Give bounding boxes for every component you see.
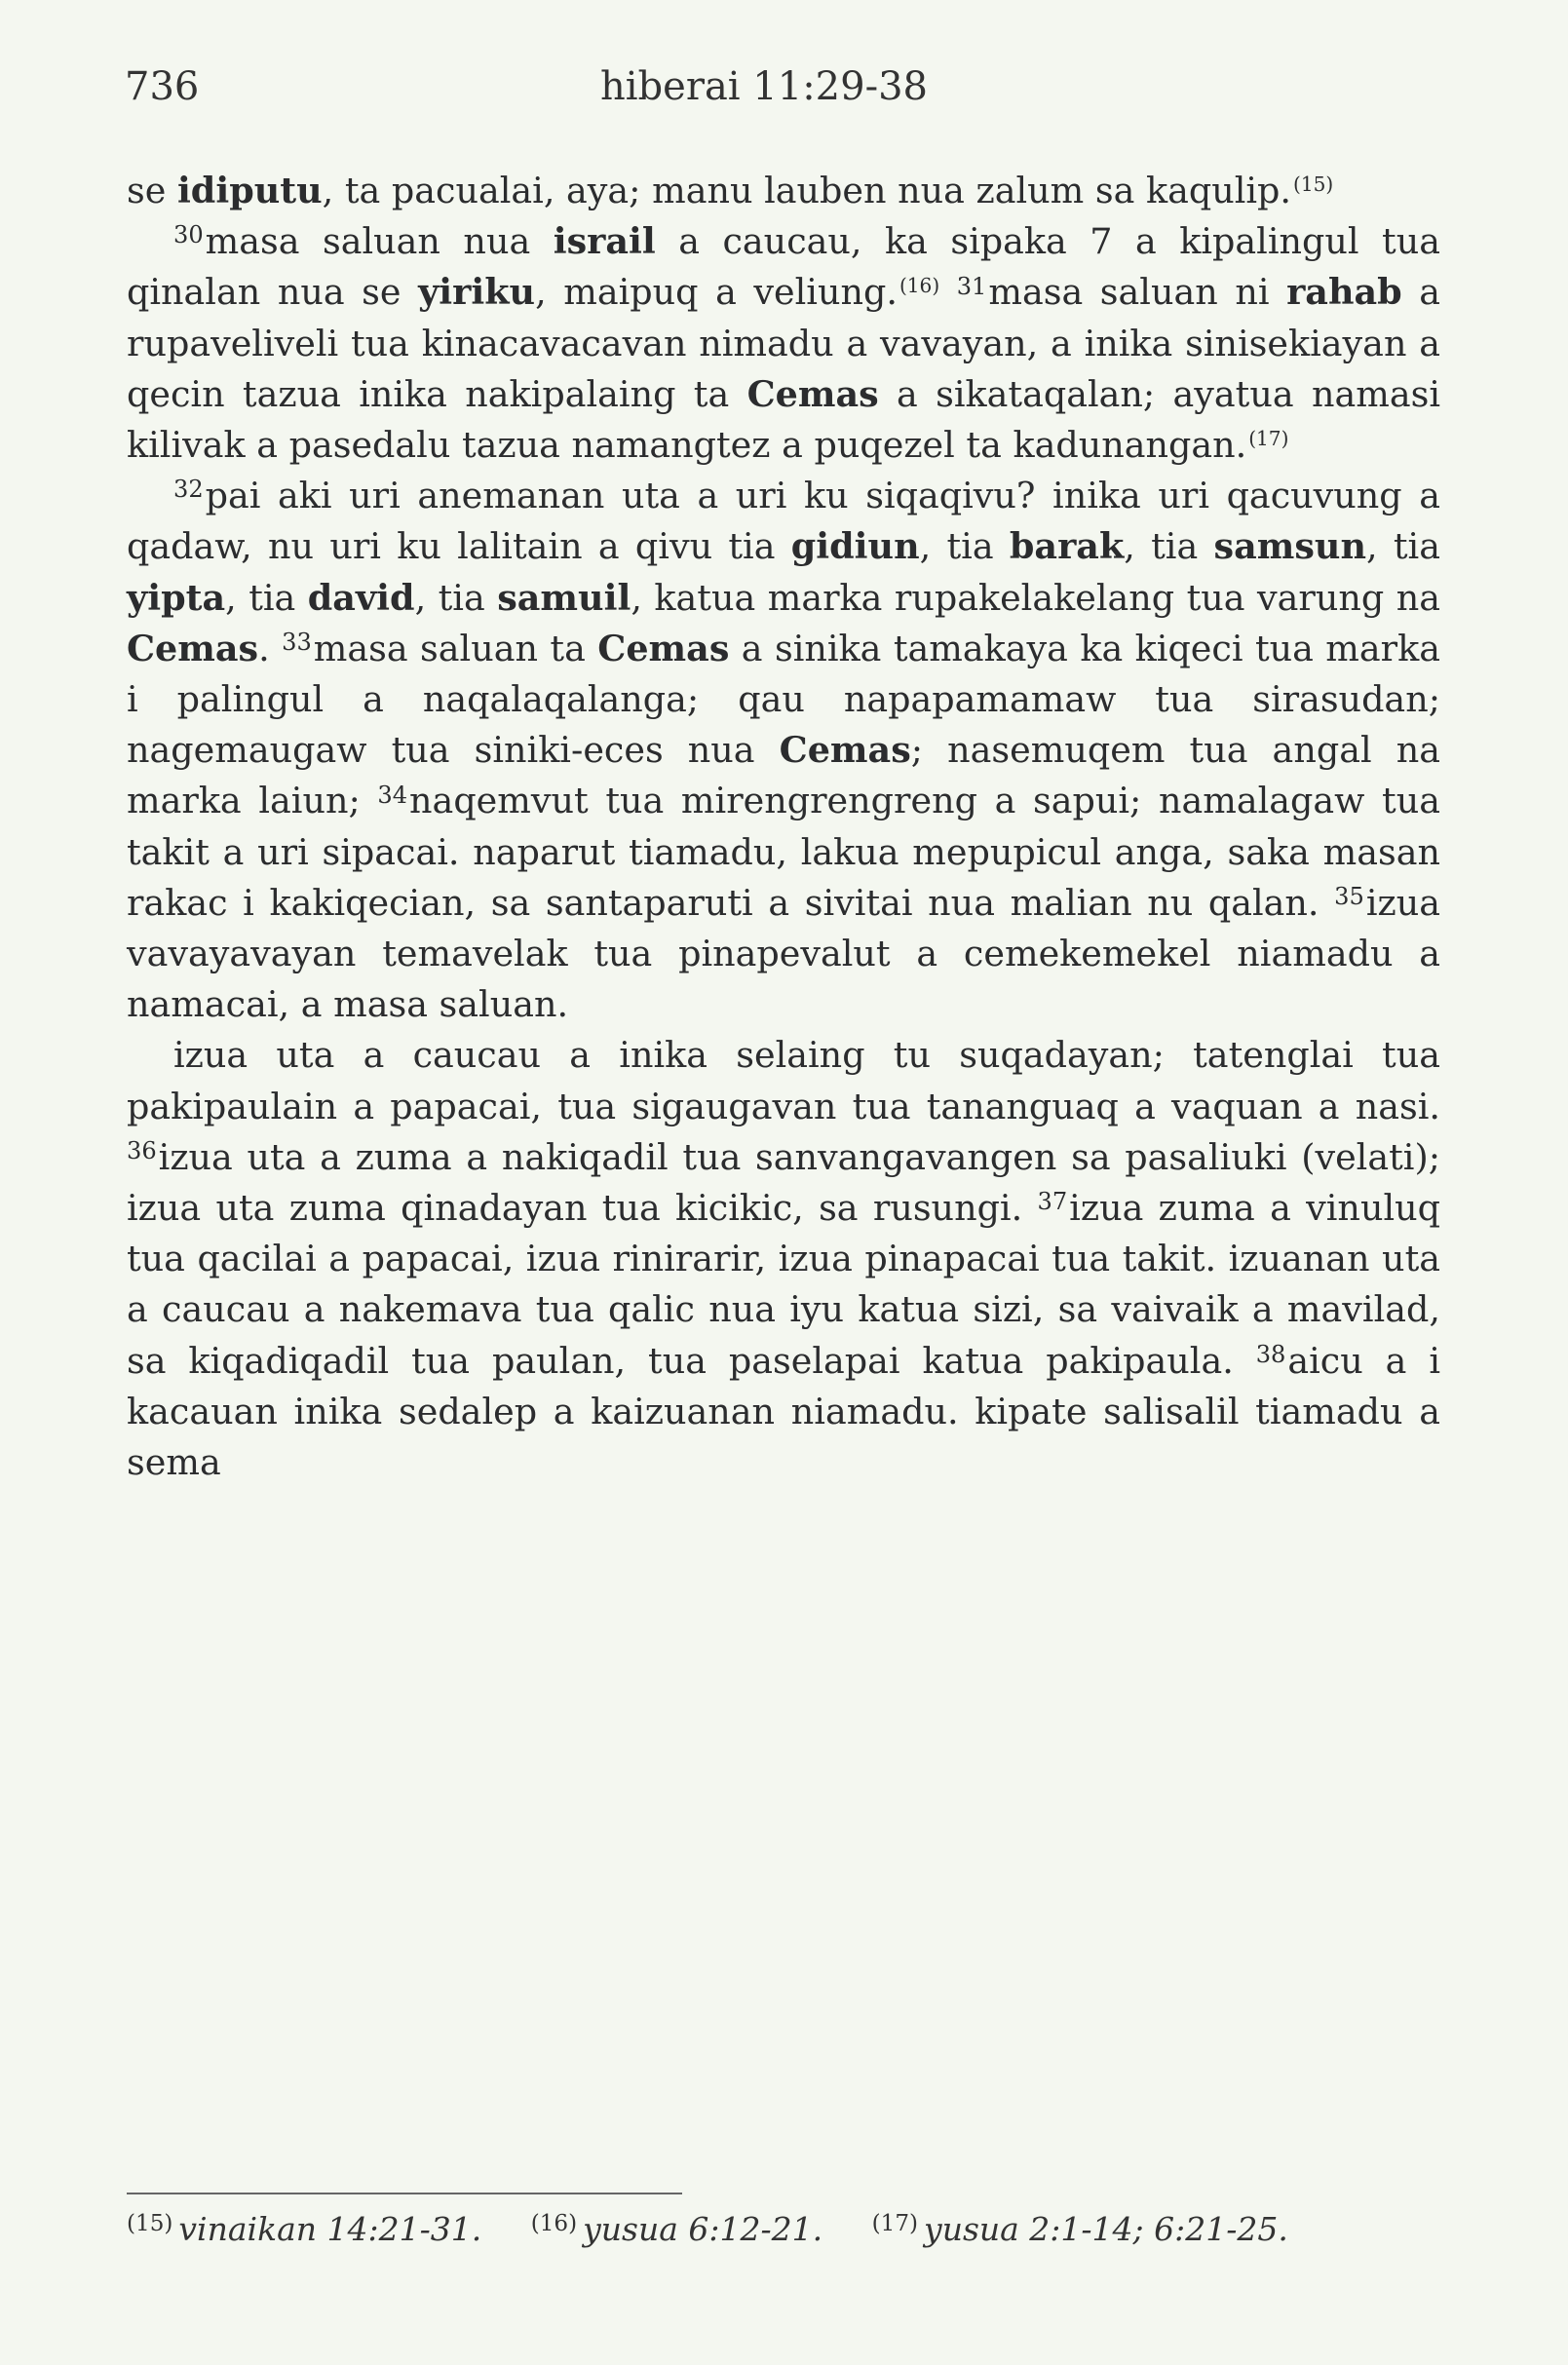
bold-name: rahab xyxy=(1286,271,1402,314)
verse-number: 38 xyxy=(1255,1340,1286,1368)
footnote-ref: (15) xyxy=(1293,172,1334,196)
text-run: , katua marka rupakelakelang tua varung na xyxy=(631,576,1440,619)
verse-number: 31 xyxy=(956,272,987,300)
footnote-reference: vinaikan 14:21-31. xyxy=(178,2210,482,2249)
text-run: . xyxy=(258,627,283,669)
footnote-reference: yusua 6:12-21. xyxy=(583,2210,823,2249)
footnote-reference: yusua 2:1-14; 6:21-25. xyxy=(924,2210,1288,2249)
footnote-15 xyxy=(127,2210,481,2248)
text-run: izua vavayavayan temavelak tua pinapevalut a cemekemekel niamadu a namacai, a masa saluan. xyxy=(127,881,1440,1026)
bold-name: gidiun xyxy=(790,525,920,568)
text-run: , ta pacualai, aya; manu lauben nua zalum sa kaqulip. xyxy=(322,170,1292,211)
bold-name: yipta xyxy=(127,576,226,619)
text-run: , tia xyxy=(1365,525,1440,568)
verse-number: 30 xyxy=(173,221,204,249)
text-run: naqemvut tua mirengrengreng a sapui; namalagaw tua takit a uri sipacai. naparut tiamadu, lakua mepupicul anga, saka masan rakac i kakiqecian, sa santaparuti a sivitai nua malian nu qalan. xyxy=(127,780,1440,924)
verse-number: 37 xyxy=(1037,1188,1068,1216)
text-run: a sikataqalan; ayatua namasi kilivak a pasedalu tazua namangtez a puqezel ta kadunangan. xyxy=(127,372,1441,467)
bold-name: yiriku xyxy=(418,271,536,314)
bold-name: samuil xyxy=(497,576,631,619)
bold-name: idiputu xyxy=(176,170,323,211)
verse-number: 35 xyxy=(1334,883,1364,911)
text-run: , tia xyxy=(414,576,498,619)
page-header xyxy=(125,64,1440,123)
footnote-mark: (17) xyxy=(871,2211,919,2236)
bold-name: samsun xyxy=(1213,525,1366,568)
text-run: a caucau, ka sipaka 7 a kipalingul tua qinalan nua se xyxy=(127,220,1440,314)
verse-number: 33 xyxy=(282,629,312,656)
text-run: a rupaveliveli tua kinacavacavan nimadu a vavayan, a inika sinisekiayan a qecin tazua inika nakipalaing ta xyxy=(127,271,1440,415)
bold-name: Cemas xyxy=(597,627,730,669)
text-run: masa saluan ni xyxy=(988,271,1287,314)
text-run: pai aki uri anemanan uta a uri ku siqaqivu? inika uri qacuvung a qadaw, nu uri ku lalitain a qivu tia xyxy=(127,475,1440,568)
body-text xyxy=(127,166,1440,1488)
verse-number: 34 xyxy=(377,781,408,809)
footnote-16 xyxy=(531,2210,822,2248)
footnote-ref: (17) xyxy=(1248,426,1289,450)
bold-name: david xyxy=(307,576,415,619)
running-head: hiberai 11:29-38 xyxy=(600,64,928,109)
text-run: , tia xyxy=(1124,525,1214,568)
bold-name: Cemas xyxy=(127,627,259,669)
page-number: 736 xyxy=(125,64,200,109)
bold-name: israil xyxy=(553,220,656,263)
footnote-rule xyxy=(127,2193,682,2194)
text-run: , tia xyxy=(919,525,1010,568)
text-run: a sinika tamakaya ka kiqeci tua marka i palingul a naqalaqalanga; qau napapamamaw tua sirasudan; nagemaugaw tua siniki-eces nua xyxy=(127,627,1440,772)
footnote-mark: (15) xyxy=(127,2211,173,2236)
footnote-17 xyxy=(872,2210,1288,2248)
text-run: , maipuq a veliung. xyxy=(535,271,898,314)
bold-name: Cemas xyxy=(779,729,911,772)
text-run: ; nasemuqem tua angal na marka laiun; xyxy=(127,729,1440,822)
bold-name: barak xyxy=(1009,525,1125,568)
text-run: se xyxy=(127,170,177,211)
text-run: , tia xyxy=(225,576,308,619)
footnote-mark: (16) xyxy=(530,2211,578,2236)
text-run: izua uta a caucau a inika selaing tu suqadayan; tatenglai tua pakipaulain a papacai, tua sigaugavan tua tananguaq a vaquan a nasi. xyxy=(127,1034,1440,1127)
paragraph-3 xyxy=(127,471,1440,1030)
verse-number: 32 xyxy=(173,476,204,504)
footnotes xyxy=(127,2202,1440,2251)
paragraph-2 xyxy=(127,216,1440,471)
text-run: masa saluan nua xyxy=(205,220,554,263)
footnote-ref: (16) xyxy=(899,274,940,298)
text-run: masa saluan ta xyxy=(313,627,598,669)
paragraph-4 xyxy=(127,1030,1440,1488)
text-run: aicu a i kacauan inika sedalep a kaizuanan niamadu. kipate salisalil tiamadu a sema xyxy=(127,1339,1440,1484)
bold-name: Cemas xyxy=(746,372,879,415)
verse-number: 36 xyxy=(127,1137,157,1165)
text-run: izua zuma a vinuluq tua qacilai a papacai, izua rinirarir, izua pinapacai tua takit. izuanan uta a caucau a nakemava tua qalic nua iyu katua sizi, sa vaivaik a mavilad, sa kiqadiqadil tua paulan, tua paselapai katua pakipaula. xyxy=(127,1187,1440,1382)
text-run: izua uta a zuma a nakiqadil tua sanvangavangen sa pasaliuki (velati); izua uta zuma qinadayan tua kicikic, sa rusungi. xyxy=(127,1135,1440,1230)
paragraph-1 xyxy=(127,166,1440,216)
